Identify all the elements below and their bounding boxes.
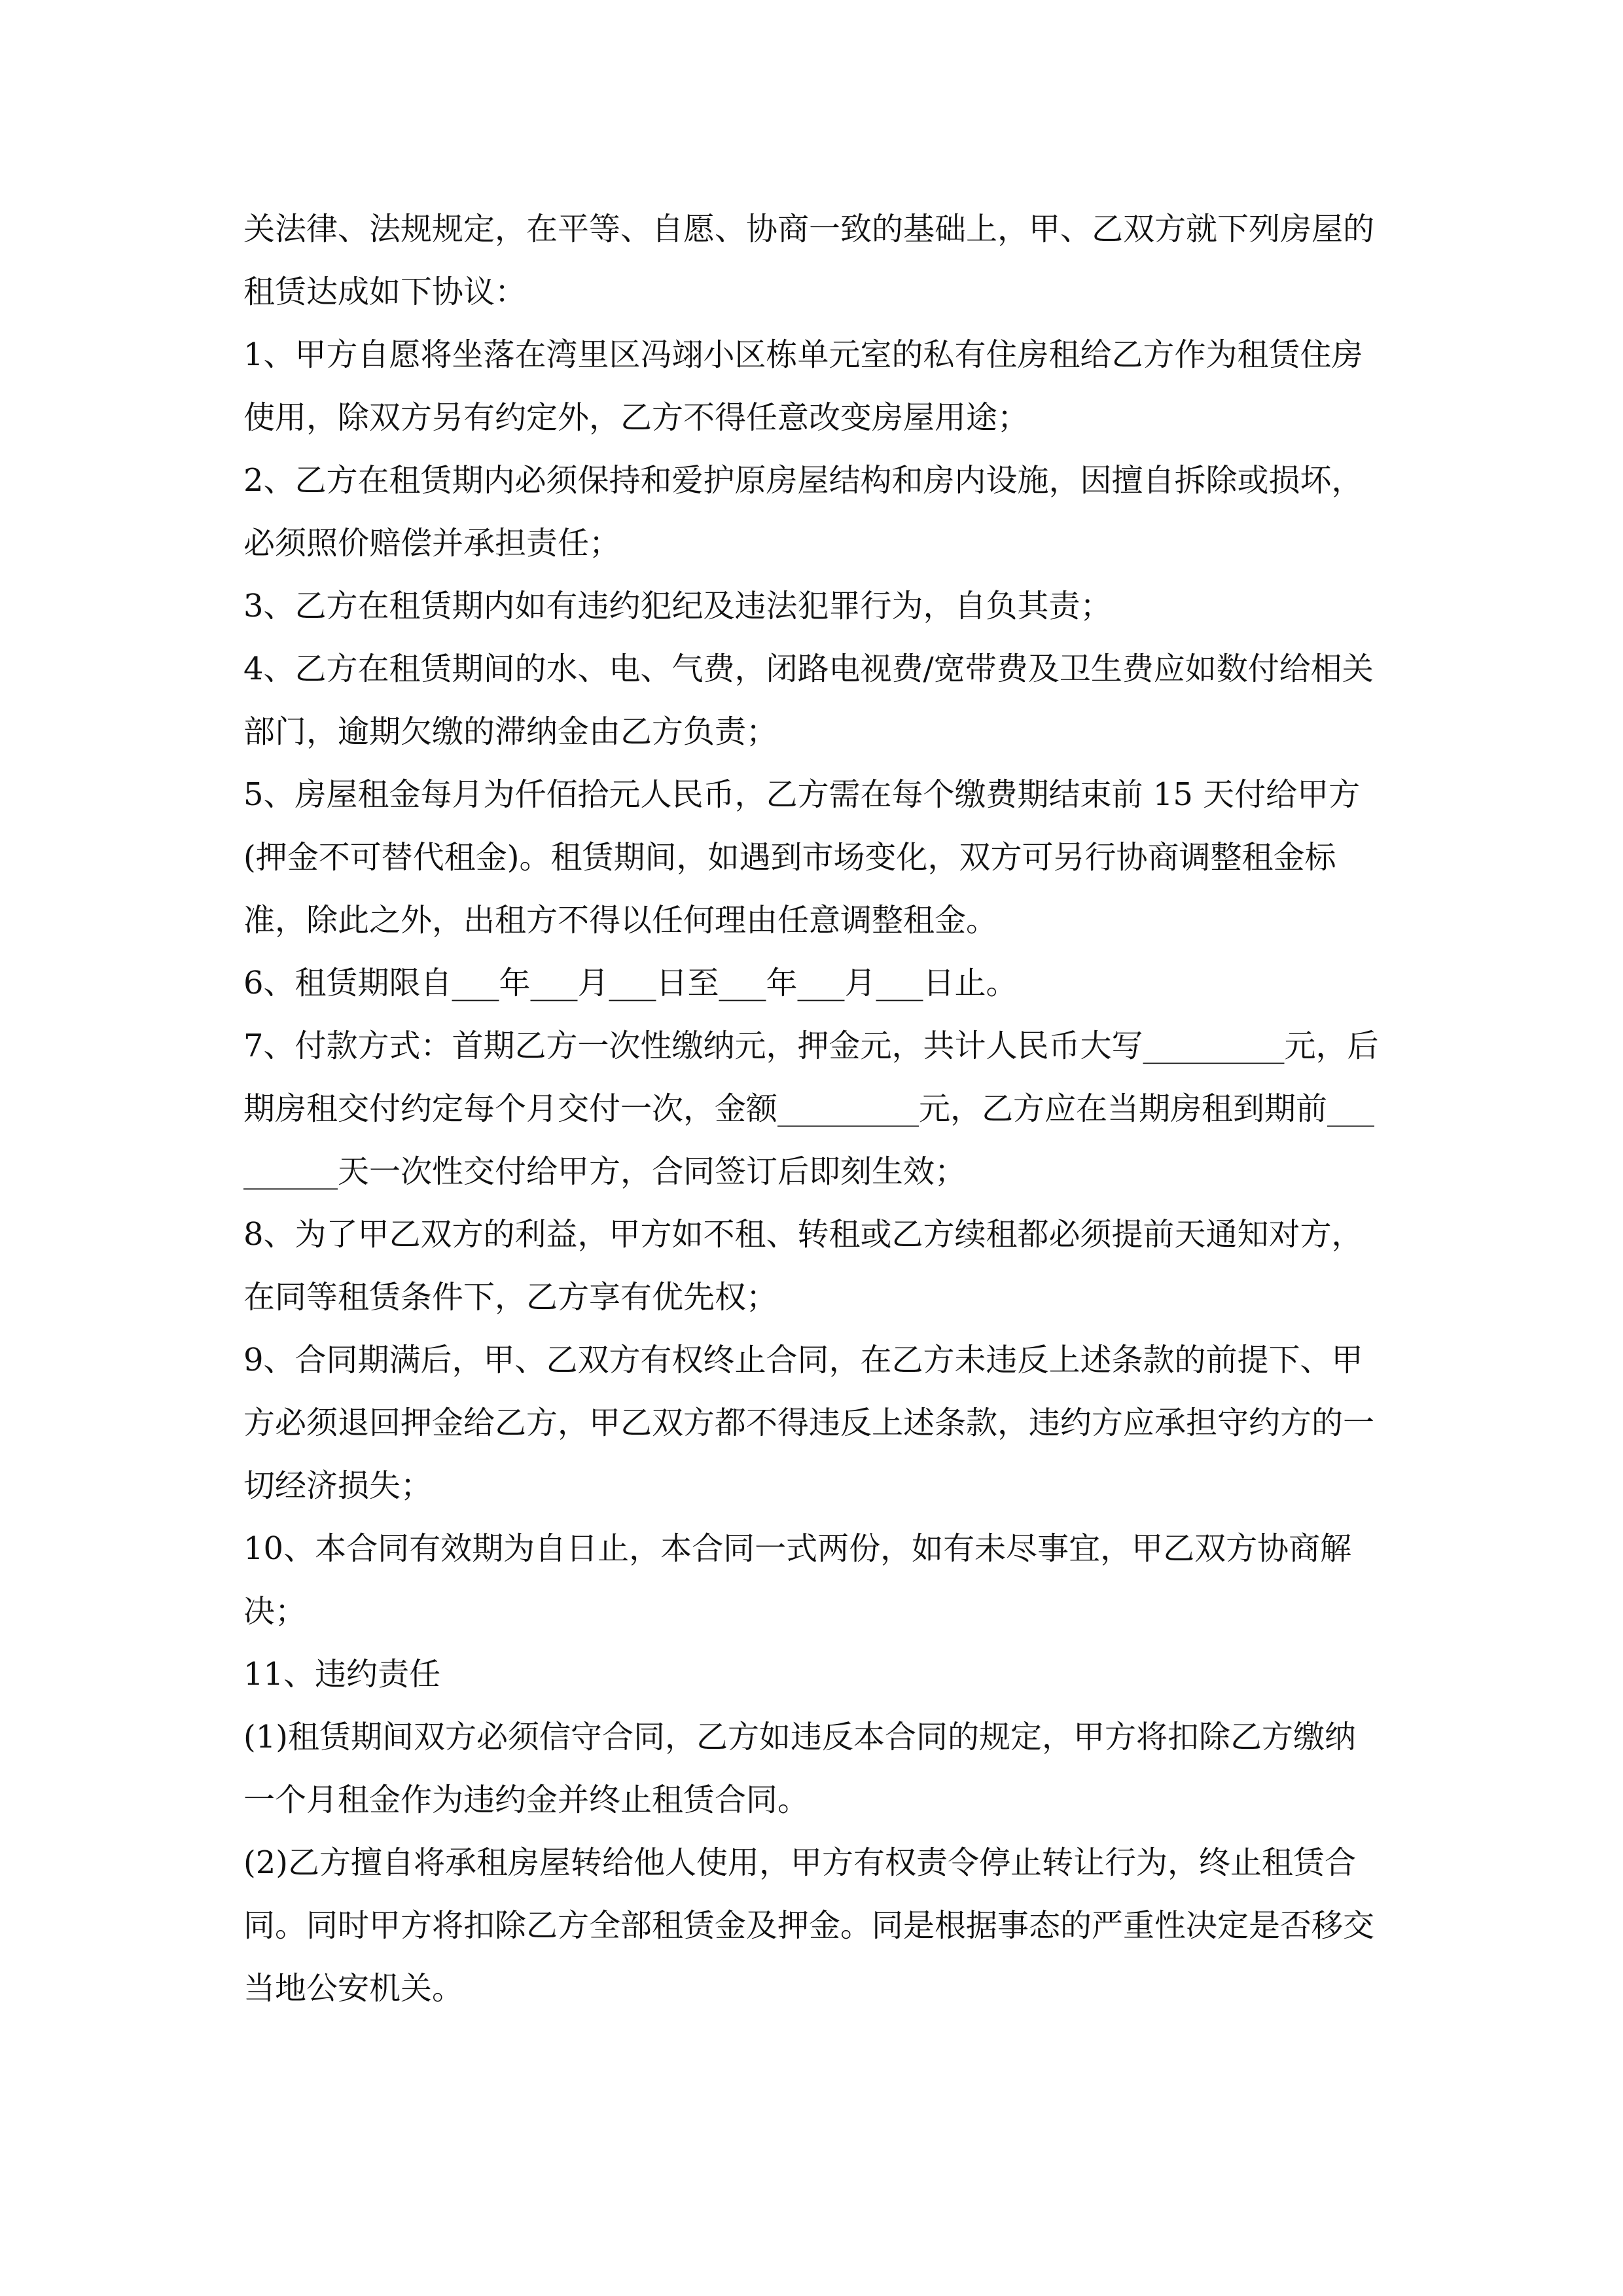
clause-11-item-2: (2)乙方擅自将承租房屋转给他人使用，甲方有权责令停止转让行为，终止租赁合同。同时甲方将扣除乙方全部租赁金及押金。同是根据事态的严重性决定是否移交当地公安机关。: [243, 1844, 1375, 2007]
clause-4: 4、乙方在租赁期间的水、电、气费，闭路电视费/宽带费及卫生费应如数付给相关部门，逾期欠缴的滞纳金由乙方负责；: [243, 651, 1374, 750]
clause-5: 5、房屋租金每月为仟佰拾元人民币，乙方需在每个缴费期结束前 15 天付给甲方(押金不可替代租金)。租赁期间，如遇到市场变化，双方可另行协商调整租金标准，除此之外，出租方不得以任何理由任意调整租金。: [243, 776, 1361, 939]
clause-2: 2、乙方在租赁期内必须保持和爱护原房屋结构和房内设施，因擅自拆除或损坏，必须照价赔偿并承担责任；: [243, 462, 1363, 562]
clause-7: 7、付款方式：首期乙方一次性缴纳元，押金元，共计人民币大写_________元，后期房租交付约定每个月交付一次，金额_________元，乙方应在当期房租到期前_________天一次性交付给甲方，合同签订后即刻生效；: [243, 1028, 1379, 1190]
clause-8: 8、为了甲乙双方的利益，甲方如不租、转租或乙方续租都必须提前天通知对方，在同等租赁条件下，乙方享有优先权；: [243, 1216, 1363, 1316]
clause-3: 3、乙方在租赁期内如有违约犯纪及违法犯罪行为，自负其责；: [243, 588, 1112, 624]
contract-body: [243, 198, 1380, 2020]
paragraph-intro: 关法律、法规规定，在平等、自愿、协商一致的基础上，甲、乙双方就下列房屋的租赁达成如下协议：: [243, 211, 1375, 310]
clause-11-item-1: (1)租赁期间双方必须信守合同，乙方如违反本合同的规定，甲方将扣除乙方缴纳一个月租金作为违约金并终止租赁合同。: [243, 1719, 1356, 1818]
clause-9: 9、合同期满后，甲、乙双方有权终止合同，在乙方未违反上述条款的前提下、甲方必须退回押金给乙方，甲乙双方都不得违反上述条款，违约方应承担守约方的一切经济损失；: [243, 1342, 1375, 1504]
clause-10: 10、本合同有效期为自日止，本合同一式两份，如有未尽事宜，甲乙双方协商解决；: [243, 1530, 1352, 1630]
clause-11-heading: 11、违约责任: [243, 1656, 441, 1693]
clause-1: 1、甲方自愿将坐落在湾里区冯翊小区栋单元室的私有住房租给乙方作为租赁住房使用，除双方另有约定外，乙方不得任意改变房屋用途；: [243, 336, 1363, 436]
clause-6: 6、租赁期限自___年___月___日至___年___月___日止。: [243, 965, 1018, 1001]
